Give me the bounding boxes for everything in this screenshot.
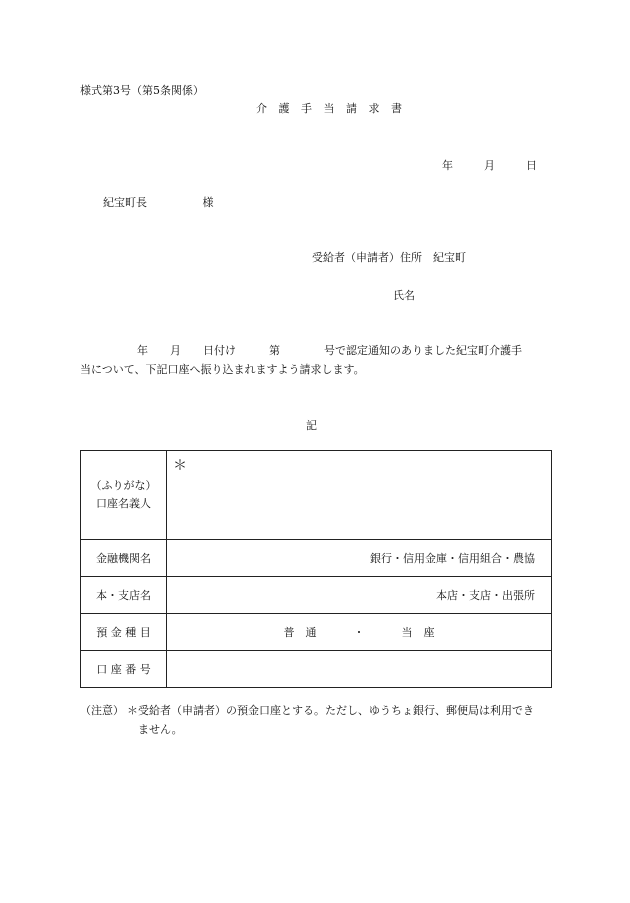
account-number-label: 口 座 番 号	[81, 651, 167, 688]
asterisk-mark: ＊	[173, 458, 187, 474]
bank-label: 金融機関名	[81, 540, 167, 577]
note-line1: ＊受給者（申請者）の預金口座とする。ただし、ゆうちょ銀行、郵便局は利用でき	[127, 704, 534, 717]
branch-label: 本・支店名	[81, 577, 167, 614]
ki-heading: 記	[306, 419, 317, 432]
deposit-type-label: 預 金 種 目	[81, 614, 167, 651]
form-number: 様式第3号（第5条関係）	[80, 84, 204, 97]
applicant-name-label: 氏名	[393, 289, 415, 302]
bank-account-table	[80, 450, 552, 688]
account-holder-label: 口座名義人	[96, 497, 151, 510]
account-holder-furigana: （ふりがな）	[90, 479, 157, 492]
table-row	[81, 614, 552, 651]
date-day: 日	[526, 159, 537, 172]
account-holder-label-cell	[81, 451, 167, 540]
deposit-type-separator: ・	[353, 626, 365, 639]
request-statement-line2: 当について、下記口座へ振り込まれますよう請求します。	[80, 363, 365, 376]
note-body	[127, 701, 552, 739]
request-statement	[80, 341, 550, 379]
note-label: （注意）	[80, 704, 124, 717]
deposit-type-field[interactable]	[167, 614, 552, 651]
bank-name-field[interactable]	[167, 540, 552, 577]
addressee-name: 紀宝町長	[103, 196, 147, 209]
table-row	[81, 451, 552, 540]
page-title: 介 護 手 当 請 求 書	[256, 102, 406, 115]
date-line	[442, 157, 537, 173]
request-statement-line1: 年 月 日付け 第 号で認定通知のありました紀宝町介護手	[137, 344, 522, 357]
date-year: 年	[442, 159, 453, 172]
branch-type-options: 本店・支店・出張所	[436, 589, 535, 602]
bank-type-options: 銀行・信用金庫・信用組合・農協	[370, 552, 535, 565]
deposit-type-ordinary[interactable]: 普 通	[283, 626, 317, 639]
account-holder-field[interactable]	[167, 451, 552, 540]
addressee	[103, 194, 214, 210]
branch-name-field[interactable]	[167, 577, 552, 614]
table-row	[81, 651, 552, 688]
table-row	[81, 577, 552, 614]
note-line2: ません。	[138, 723, 183, 736]
addressee-honorific: 様	[202, 196, 214, 209]
table-row	[81, 540, 552, 577]
deposit-type-current[interactable]: 当 座	[401, 626, 435, 639]
account-number-field[interactable]	[167, 651, 552, 688]
date-month: 月	[484, 159, 495, 172]
applicant-address-label: 受給者（申請者）住所 紀宝町	[312, 251, 466, 264]
